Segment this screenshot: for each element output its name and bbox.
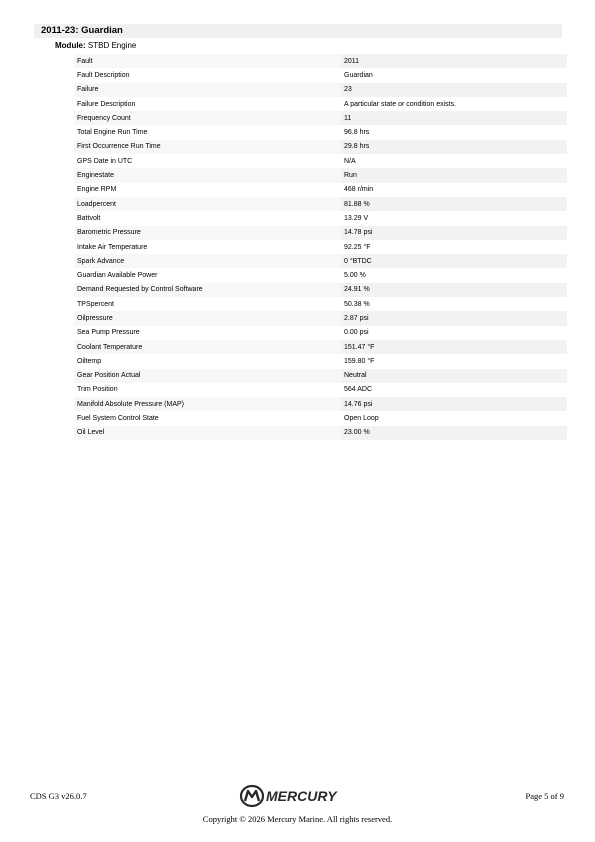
row-value: 11 bbox=[341, 111, 567, 125]
module-value: STBD Engine bbox=[87, 41, 137, 50]
row-value: 151.47 °F bbox=[341, 340, 567, 354]
table-row bbox=[74, 297, 567, 311]
row-label: Fuel System Control State bbox=[77, 415, 159, 423]
footer-version: CDS G3 v26.0.7 bbox=[30, 791, 87, 801]
row-value: Run bbox=[341, 168, 567, 182]
copyright: Copyright © 2026 Mercury Marine. All rights reserved. bbox=[202, 814, 393, 824]
row-label: Fault Description bbox=[77, 71, 130, 79]
row-label: Trim Position bbox=[77, 386, 118, 394]
fault-data-table bbox=[74, 54, 567, 440]
row-value: 23.00 % bbox=[341, 426, 567, 440]
table-row bbox=[74, 311, 567, 325]
row-label: Fault bbox=[74, 54, 341, 68]
row-label: Enginestate bbox=[74, 168, 341, 182]
row-label: Oil Level bbox=[74, 426, 341, 440]
row-label: Barometric Pressure bbox=[74, 226, 341, 240]
table-row bbox=[74, 369, 567, 383]
row-value: 14.76 psi bbox=[341, 397, 567, 411]
row-value: 564 ADC bbox=[344, 386, 373, 394]
row-value: 0 °BTDC bbox=[341, 254, 567, 268]
row-value: 468 r/min bbox=[344, 186, 374, 194]
row-value: N/A bbox=[344, 157, 356, 165]
row-label: Coolant Temperature bbox=[74, 340, 341, 354]
table-row bbox=[74, 397, 567, 411]
row-value: A particular state or condition exists. bbox=[344, 100, 457, 108]
row-label: Demand Requested by Control Software bbox=[74, 283, 341, 297]
table-row bbox=[74, 254, 567, 268]
module-label: Module: bbox=[55, 41, 86, 50]
row-label: Loadpercent bbox=[74, 197, 341, 211]
row-label: First Occurrence Run Time bbox=[74, 140, 341, 154]
row-label: Battvolt bbox=[77, 214, 101, 222]
brand-wordmark: MERCURY bbox=[266, 788, 337, 804]
table-row bbox=[74, 268, 567, 282]
row-value: 0.00 psi bbox=[344, 329, 369, 337]
table-row bbox=[74, 111, 567, 125]
row-value: Open Loop bbox=[344, 415, 379, 423]
table-row bbox=[74, 97, 567, 111]
table-row bbox=[74, 125, 567, 139]
row-label: Sea Pump Pressure bbox=[77, 329, 140, 337]
table-row bbox=[74, 283, 567, 297]
row-value: 2.87 psi bbox=[341, 311, 567, 325]
table-row bbox=[74, 211, 567, 225]
table-row bbox=[74, 226, 567, 240]
table-row bbox=[74, 426, 567, 440]
row-label: Manifold Absolute Pressure (MAP) bbox=[74, 397, 341, 411]
mercury-logo bbox=[238, 783, 358, 809]
row-value: 23 bbox=[341, 83, 567, 97]
table-row bbox=[74, 240, 567, 254]
table-row bbox=[74, 183, 567, 197]
table-row bbox=[74, 68, 567, 82]
row-value: Guardian bbox=[344, 71, 373, 79]
row-value: 92.25 °F bbox=[344, 243, 371, 251]
row-label: TPSpercent bbox=[77, 300, 114, 308]
table-row bbox=[74, 411, 567, 425]
table-row bbox=[74, 83, 567, 97]
table-row bbox=[74, 326, 567, 340]
row-label: Oilpressure bbox=[74, 311, 341, 325]
row-value: 96.8 hrs bbox=[344, 129, 370, 137]
table-row bbox=[74, 354, 567, 368]
section-title: 2011-23: Guardian bbox=[34, 24, 562, 38]
row-value: Neutral bbox=[341, 369, 567, 383]
row-label: GPS Date in UTC bbox=[77, 157, 133, 165]
table-row bbox=[74, 340, 567, 354]
table-row bbox=[74, 383, 567, 397]
row-label: Guardian Available Power bbox=[77, 272, 158, 280]
table-row bbox=[74, 54, 567, 68]
row-label: Gear Position Actual bbox=[74, 369, 341, 383]
table-row bbox=[74, 140, 567, 154]
row-label: Intake Air Temperature bbox=[77, 243, 148, 251]
table-row bbox=[74, 154, 567, 168]
row-label: Total Engine Run Time bbox=[77, 129, 148, 137]
page-number: Page 5 of 9 bbox=[525, 791, 564, 801]
row-value: 29.8 hrs bbox=[341, 140, 567, 154]
table-row bbox=[74, 197, 567, 211]
row-label: Oiltemp bbox=[77, 357, 102, 365]
row-value: 2011 bbox=[341, 54, 567, 68]
row-value: 81.88 % bbox=[341, 197, 567, 211]
row-label: Engine RPM bbox=[77, 186, 117, 194]
row-label: Spark Advance bbox=[74, 254, 341, 268]
row-value: 24.91 % bbox=[341, 283, 567, 297]
row-value: 159.80 °F bbox=[344, 357, 375, 365]
row-value: 14.78 psi bbox=[341, 226, 567, 240]
row-value: 50.38 % bbox=[344, 300, 370, 308]
module-line bbox=[55, 40, 136, 52]
row-value: 5.00 % bbox=[344, 272, 366, 280]
row-label: Failure bbox=[74, 83, 341, 97]
row-label: Failure Description bbox=[77, 100, 136, 108]
row-value: 13.29 V bbox=[344, 214, 369, 222]
table-row bbox=[74, 168, 567, 182]
row-label: Frequency Count bbox=[74, 111, 341, 125]
